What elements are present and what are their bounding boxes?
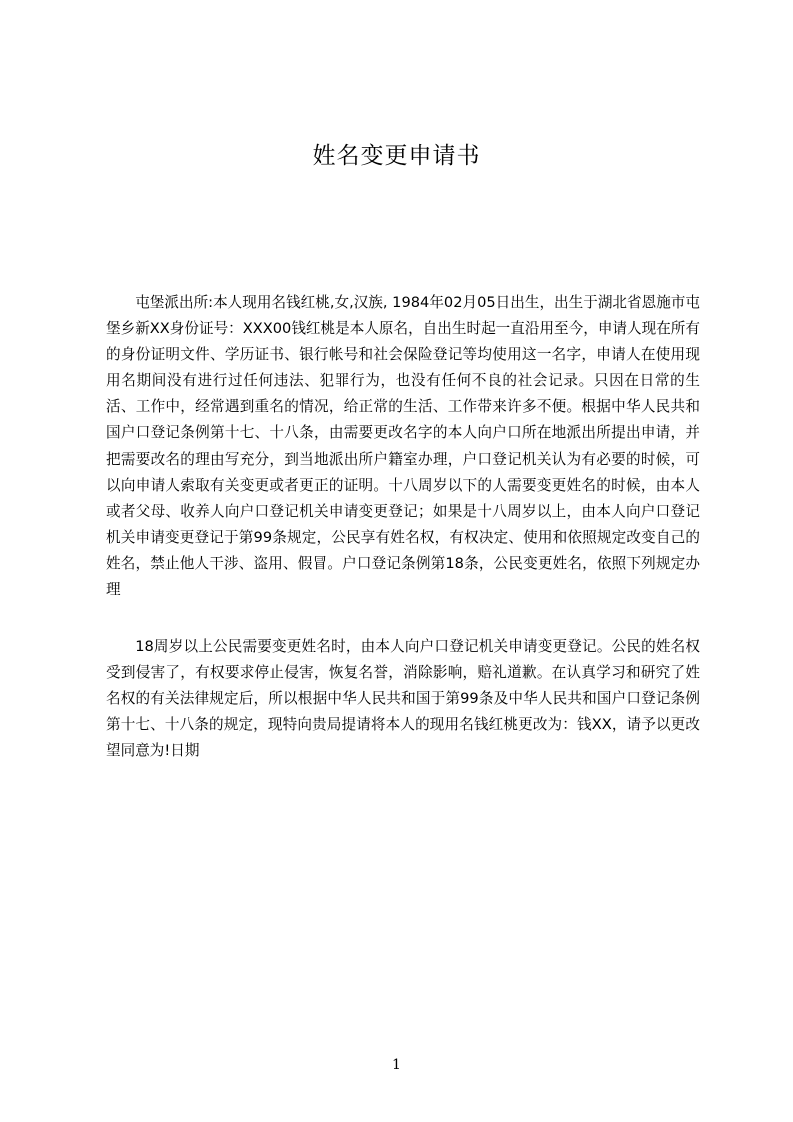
page-number: 1 [392, 1057, 401, 1073]
document-title: 姓名变更申请书 [312, 143, 481, 169]
body-paragraph-2: 18周岁以上公民需要变更姓名时，由本人向户口登记机关申请变更登记。公民的姓名权受到侵害了，有权要求停止侵害，恢复名誉，消除影响，赔礼道歉。在认真学习和研究了姓名权的有关法律规定后，所以根据中华人民共和国于第99条及中华人民共和国户口登记条例第十七、十八条的规定，现特向贵局提请将本人的现用名钱红桃更改为：钱XX，请予以更改望同意为!日期 [106, 638, 700, 760]
body-paragraph-1: 屯堡派出所:本人现用名钱红桃,女,汉族, 1984年02月05日出生，出生于湖北省恩施市屯堡乡新XX身份证号：XXX00钱红桃是本人原名，自出生时起一直沿用至今，申请人现在所有的身份证明文件、学历证书、银行帐号和社会保险登记等均使用这一名字，申请人在使用现用名期间没有进行过任何违法、犯罪行为，也没有任何不良的社会记录。只因在日常的生活、工作中，经常遇到重名的情况，给正常的生活、工作带来许多不便。根据中华人民共和国户口登记条例第十七、十八条，由需要更改名字的本人向户口所在地派出所提出申请，并把需要改名的理由写充分，到当地派出所户籍室办理，户口登记机关认为有必要的时候，可以向申请人索取有关变更或者更正的证明。十八周岁以下的人需要变更姓名的时候，由本人或者父母、收养人向户口登记机关申请变更登记；如果是十八周岁以上，由本人向户口登记机关申请变更登记于第99条规定，公民享有姓名权，有权决定、使用和依照规定改变自己的姓名，禁止他人干涉、盗用、假冒。户口登记条例第18条，公民变更姓名，依照下列规定办理 [106, 294, 700, 599]
